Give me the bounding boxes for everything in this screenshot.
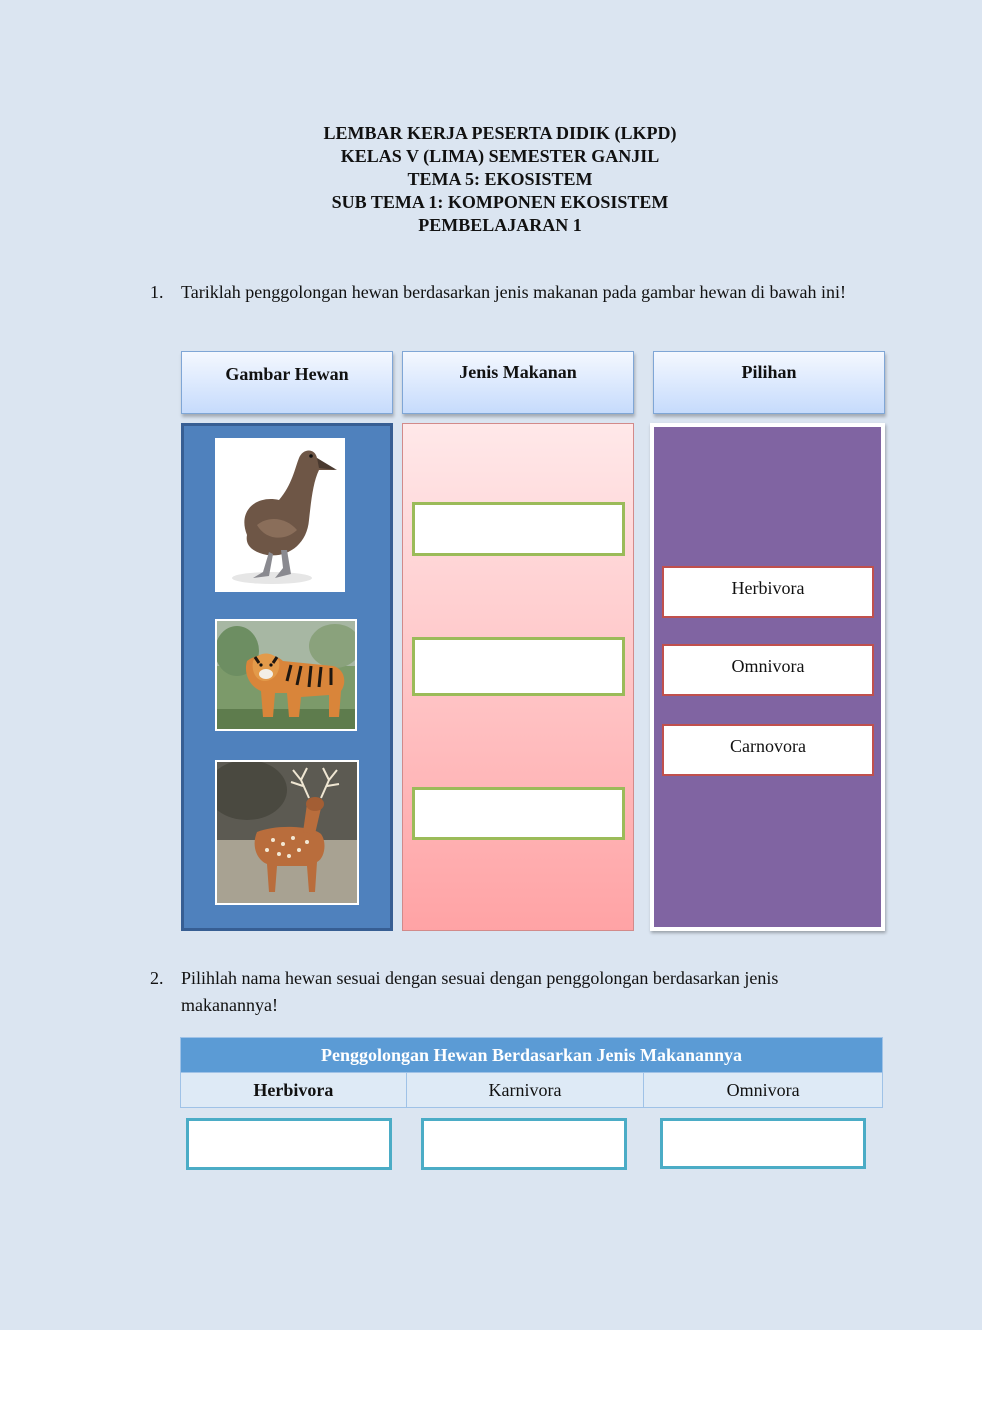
choice-omnivora[interactable]: Omnivora [662,644,874,696]
question-2-text: Pilihlah nama hewan sesuai dengan sesuai dengan penggolongan berdasarkan jenis makanannya! [181,968,779,1015]
worksheet-header [0,122,1000,237]
question-1-text: Tariklah penggolongan hewan berdasarkan jenis makanan pada gambar hewan di bawah ini! [181,282,846,302]
header-theme: TEMA 5: EKOSISTEM [407,169,593,189]
answer-box-omnivora[interactable] [660,1118,866,1169]
duck-image [215,438,345,592]
food-type-dropzone-duck[interactable] [412,502,625,556]
answer-box-karnivora[interactable] [421,1118,627,1170]
question-2-number: 2. [150,968,164,988]
deer-image [215,760,359,905]
category-omnivora: Omnivora [644,1073,883,1108]
classification-table [180,1037,883,1108]
header-title: LEMBAR KERJA PESERTA DIDIK (LKPD) [323,123,677,143]
header-lesson: PEMBELAJARAN 1 [418,215,582,235]
classification-table-title: Penggolongan Hewan Berdasarkan Jenis Makanannya [181,1038,883,1073]
answer-box-herbivora[interactable] [186,1118,392,1170]
column-header-animal-picture: Gambar Hewan [181,351,393,414]
category-herbivora: Herbivora [181,1073,407,1108]
food-type-dropzone-tiger[interactable] [412,637,625,696]
tiger-image [215,619,357,731]
column-header-choices: Pilihan [653,351,885,414]
header-class: KELAS V (LIMA) SEMESTER GANJIL [340,146,660,166]
header-subtheme: SUB TEMA 1: KOMPONEN EKOSISTEM [331,192,669,212]
column-header-food-type: Jenis Makanan [402,351,634,414]
food-type-dropzone-deer[interactable] [412,787,625,840]
choice-herbivora[interactable]: Herbivora [662,566,874,618]
choice-carnovora[interactable]: Carnovora [662,724,874,776]
category-karnivora: Karnivora [406,1073,644,1108]
question-1-number: 1. [150,282,164,302]
